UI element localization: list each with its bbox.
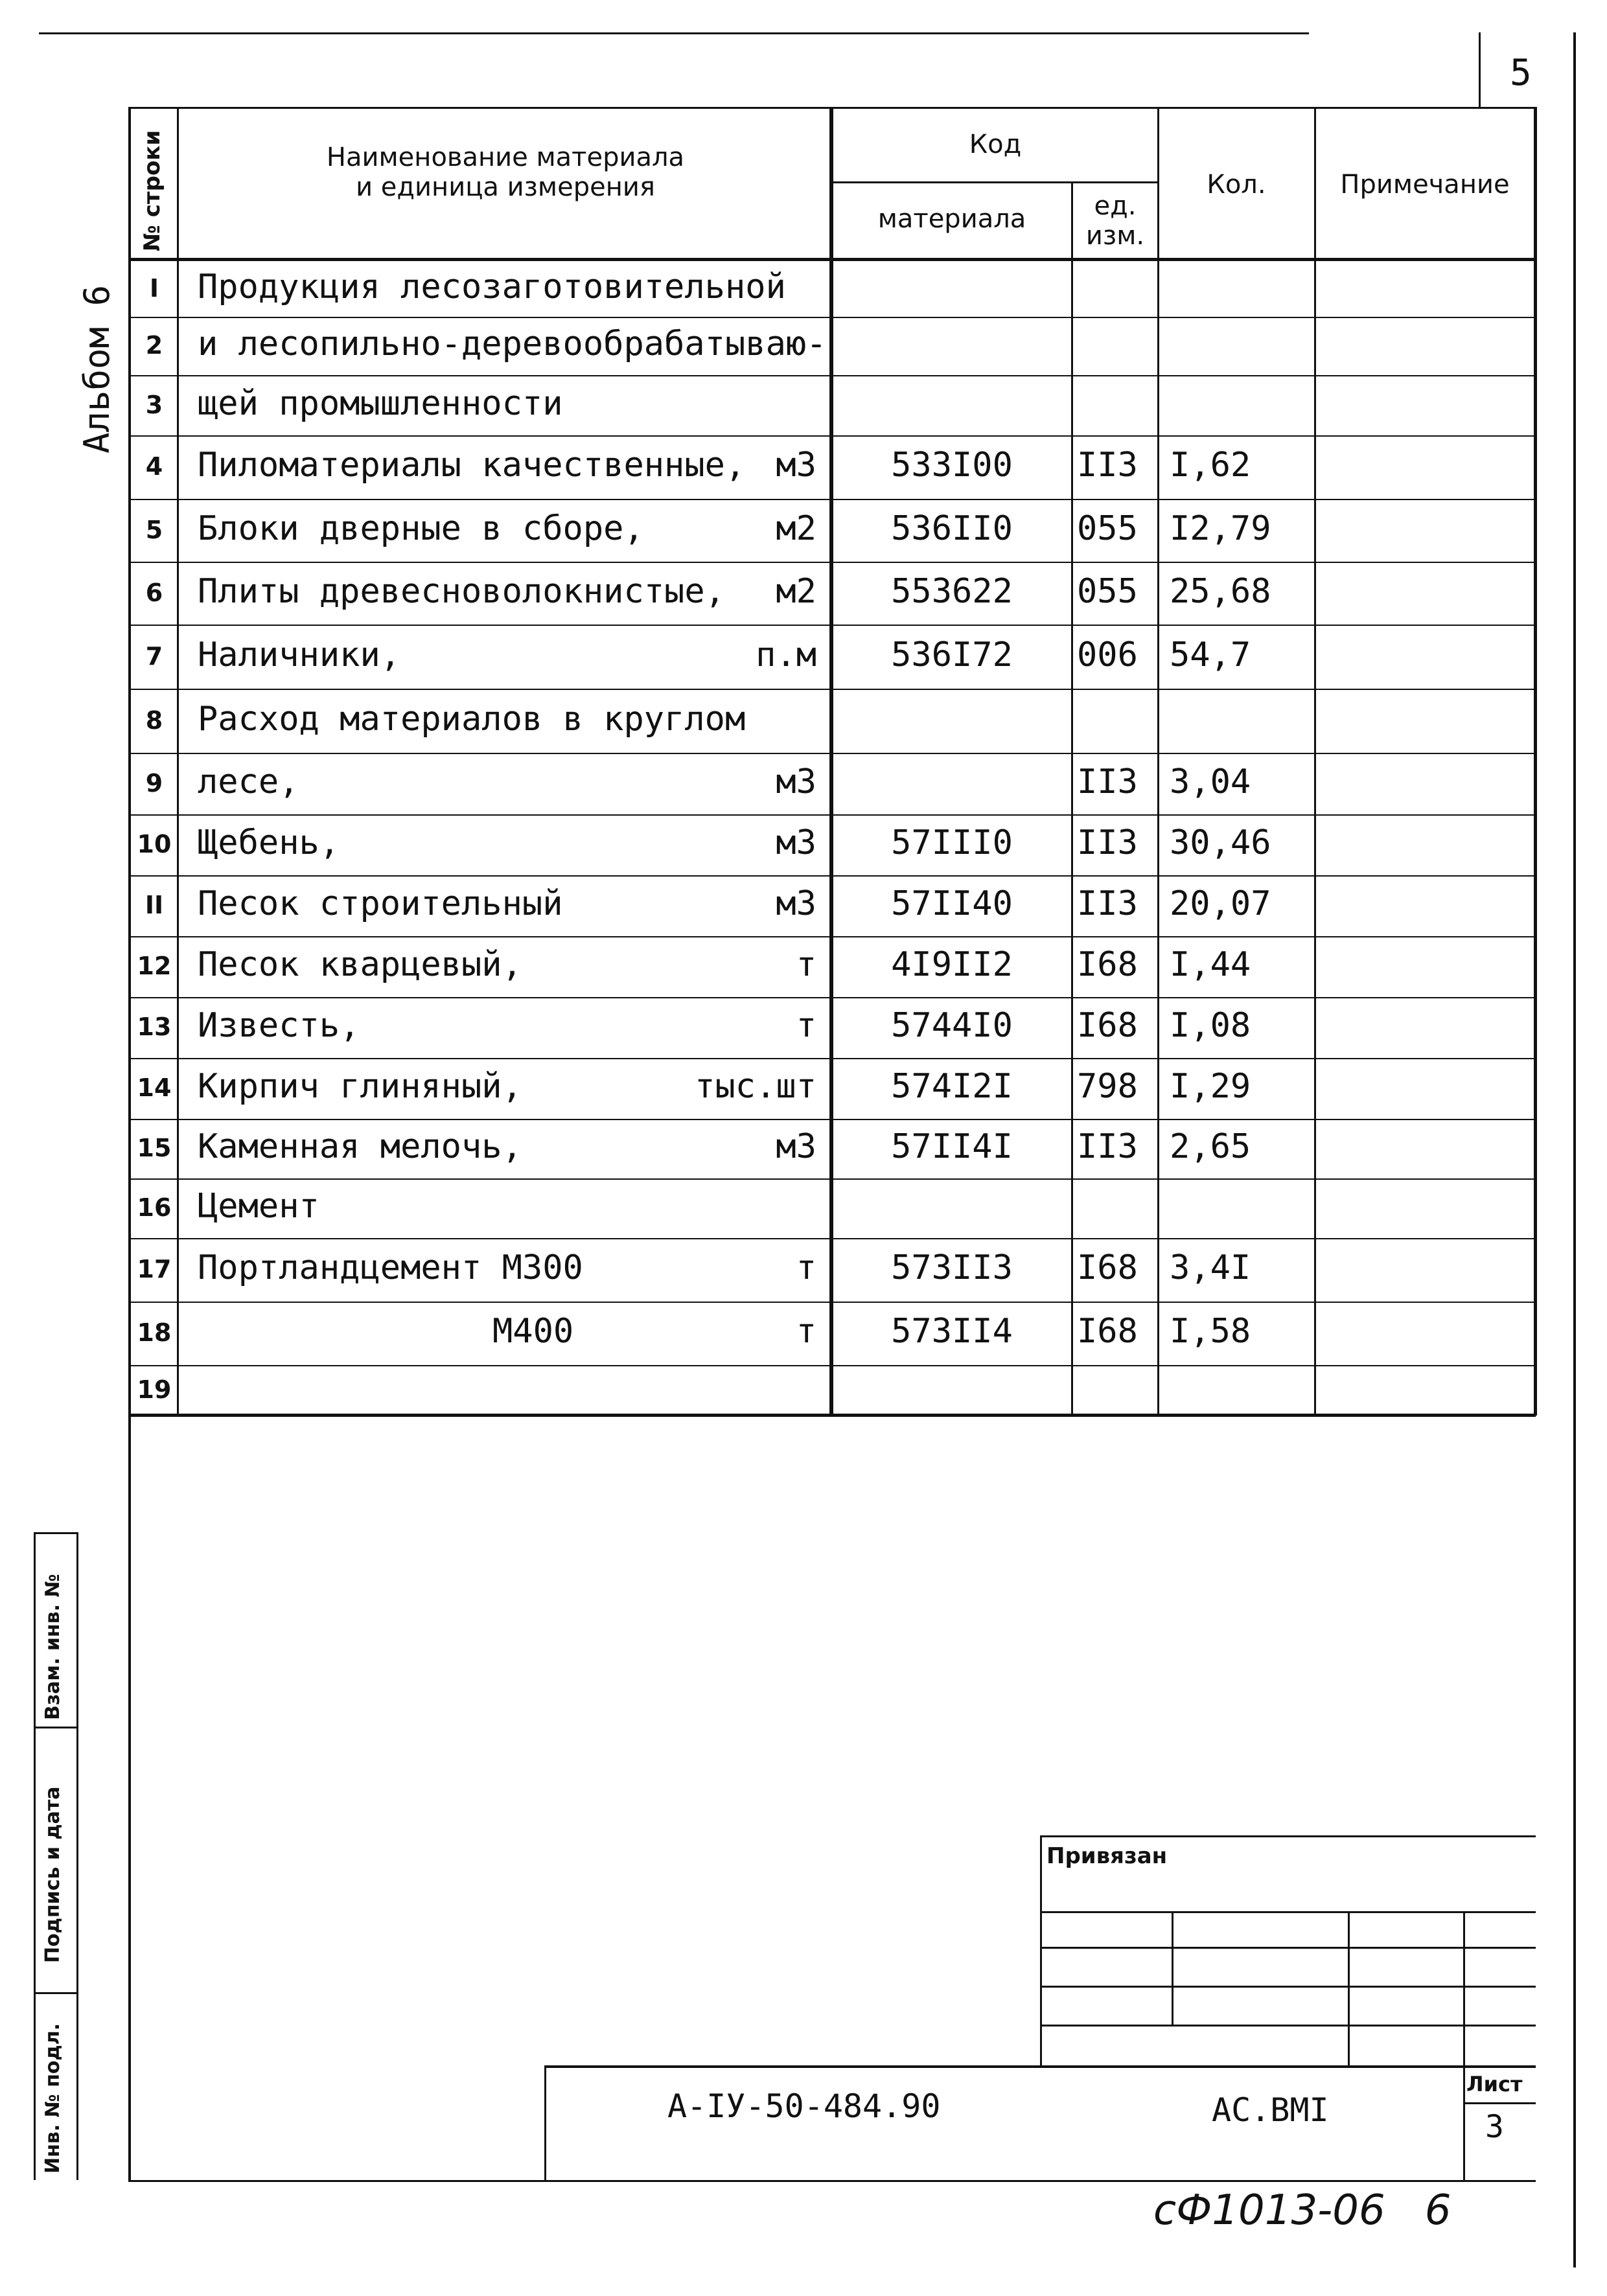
material-name: и лесопильно-деревообрабатываю- xyxy=(198,325,827,363)
row-separator xyxy=(128,753,1536,754)
unit-code: 055 xyxy=(1077,509,1138,548)
privyazan-label: Привязан xyxy=(1046,1843,1168,1869)
material-unit: м2 xyxy=(776,571,816,611)
row-number: 14 xyxy=(137,1073,172,1102)
unit-code: II3 xyxy=(1077,1127,1138,1166)
sheet-cell-divider xyxy=(1463,2102,1536,2104)
row-number: 18 xyxy=(137,1318,172,1347)
material-unit: т xyxy=(796,1312,816,1351)
privyazan-col3 xyxy=(1463,1911,1465,2065)
quantity: I2,79 xyxy=(1170,509,1271,548)
privyazan-col1 xyxy=(1172,1911,1173,2025)
header-row-number: № строки xyxy=(139,130,165,251)
unit-code: I68 xyxy=(1077,1006,1138,1045)
header-code: Код xyxy=(969,130,1022,159)
row-separator xyxy=(128,936,1536,937)
privyazan-col2 xyxy=(1348,1911,1350,2065)
bottom-frame-line xyxy=(128,2180,1536,2182)
material-unit: м3 xyxy=(776,884,816,923)
row-separator xyxy=(128,499,1536,500)
quantity: I,58 xyxy=(1170,1312,1251,1351)
row-number: 2 xyxy=(145,331,163,360)
signature-date-label: Подпись и дата xyxy=(41,1786,64,1963)
sheet-number: 3 xyxy=(1485,2109,1504,2145)
unit-code: II3 xyxy=(1077,884,1138,923)
material-code: 573II3 xyxy=(891,1248,1013,1287)
material-code: 57II4I xyxy=(891,1127,1013,1166)
privyazan-row4 xyxy=(1040,2025,1536,2026)
material-name: Расход материалов в круглом xyxy=(198,699,746,739)
row-number: II xyxy=(145,891,164,919)
side-stamp-top xyxy=(34,1532,76,1534)
material-code: 536II0 xyxy=(891,509,1013,548)
row-number: 10 xyxy=(137,830,172,858)
unit-code: I68 xyxy=(1077,1248,1138,1287)
material-name: Наличники, xyxy=(198,635,401,674)
material-name: лесе, xyxy=(198,762,299,801)
side-stamp-outer-left xyxy=(34,1532,36,2180)
material-name: Блоки дверные в сборе, xyxy=(198,509,644,548)
material-code: 573II4 xyxy=(891,1312,1013,1351)
quantity: 30,46 xyxy=(1170,823,1271,862)
unit-code: I68 xyxy=(1077,945,1138,984)
document-mark: АС.ВМI xyxy=(1212,2091,1329,2129)
row-number: 4 xyxy=(145,452,163,481)
quantity: I,08 xyxy=(1170,1006,1251,1045)
quantity: I,44 xyxy=(1170,945,1251,984)
quantity: 25,68 xyxy=(1170,571,1271,611)
row-number: I xyxy=(149,273,159,303)
material-code: 536I72 xyxy=(891,635,1013,674)
header-qty: Кол. xyxy=(1207,170,1266,200)
quantity: 54,7 xyxy=(1170,635,1251,674)
material-code: 574I2I xyxy=(891,1067,1013,1106)
row-separator xyxy=(128,1119,1536,1120)
code-subheader-line xyxy=(831,181,1159,183)
header-note: Примечание xyxy=(1340,170,1510,200)
title-block-left xyxy=(544,2065,546,2182)
row-separator xyxy=(128,814,1536,816)
quantity: 3,4I xyxy=(1170,1248,1251,1287)
material-code: 533I00 xyxy=(891,446,1013,485)
handwritten-note: сФ1013-06 6 xyxy=(1153,2187,1451,2234)
privyazan-top xyxy=(1040,1835,1536,1837)
unit-code: 055 xyxy=(1077,571,1138,611)
side-stamp-div1 xyxy=(34,1727,76,1728)
document-code: А-IУ-50-484.90 xyxy=(667,2087,941,2125)
material-unit: м3 xyxy=(776,1127,816,1166)
quantity: 2,65 xyxy=(1170,1127,1251,1166)
material-name: Щебень, xyxy=(198,823,340,862)
material-code: 553622 xyxy=(891,571,1013,611)
side-stamp-inner xyxy=(76,1532,78,2180)
row-separator xyxy=(128,1058,1536,1059)
unit-code: II3 xyxy=(1077,762,1138,801)
header-code-unit: ед. изм. xyxy=(1085,191,1145,251)
col-line-name xyxy=(829,107,833,1416)
row-separator xyxy=(128,1365,1536,1366)
unit-code: II3 xyxy=(1077,823,1138,862)
row-number: 12 xyxy=(137,952,172,980)
sheet-label: Лист xyxy=(1466,2072,1523,2096)
material-unit: м3 xyxy=(776,446,816,485)
quantity: I,29 xyxy=(1170,1067,1251,1106)
unit-code: I68 xyxy=(1077,1312,1138,1351)
privyazan-row3 xyxy=(1040,1986,1536,1988)
material-name: Портландцемент М300 xyxy=(198,1248,583,1287)
row-separator xyxy=(128,1302,1536,1303)
row-number: 6 xyxy=(145,578,163,607)
material-name: М400 xyxy=(492,1312,574,1351)
col-line-unit xyxy=(1157,107,1159,1416)
row-number: 19 xyxy=(137,1375,172,1404)
quantity: I,62 xyxy=(1170,446,1251,485)
row-number: 9 xyxy=(145,768,163,798)
row-number: 16 xyxy=(137,1193,172,1222)
side-stamp-div2 xyxy=(34,1992,76,1994)
row-number: 13 xyxy=(137,1013,172,1041)
privyazan-row1 xyxy=(1040,1911,1536,1913)
col-line-qty xyxy=(1314,107,1316,1416)
material-unit: п.м xyxy=(756,635,816,674)
material-unit: т xyxy=(796,1248,816,1287)
row-number: 3 xyxy=(145,390,163,419)
unit-code: 798 xyxy=(1077,1067,1138,1106)
row-separator xyxy=(128,435,1536,437)
row-separator xyxy=(128,562,1536,563)
row-number: 8 xyxy=(145,706,163,735)
material-name: щей промышленности xyxy=(198,384,563,423)
row-number: 5 xyxy=(145,515,163,544)
title-block-top xyxy=(544,2065,1536,2068)
header-code-material: материала xyxy=(877,204,1026,234)
row-separator xyxy=(128,625,1536,626)
page-number: 5 xyxy=(1510,52,1532,94)
row-separator xyxy=(128,875,1536,877)
row-separator xyxy=(128,317,1536,318)
material-unit: т xyxy=(796,945,816,984)
material-unit: м3 xyxy=(776,762,816,801)
material-name: Цемент xyxy=(198,1187,319,1226)
material-name: Песок кварцевый, xyxy=(198,945,522,984)
material-code: 5744I0 xyxy=(891,1006,1013,1045)
material-unit: тыс.шт xyxy=(695,1067,816,1106)
material-code: 57III0 xyxy=(891,823,1013,862)
row-separator xyxy=(128,997,1536,998)
material-name: Известь, xyxy=(198,1006,360,1045)
inv-original-label: Инв. № подл. xyxy=(41,2023,64,2174)
privyazan-left xyxy=(1040,1835,1042,2065)
material-code: 57II40 xyxy=(891,884,1013,923)
row-separator xyxy=(128,1238,1536,1239)
material-unit: т xyxy=(796,1006,816,1045)
row-number: 17 xyxy=(137,1255,172,1283)
material-name: Плиты древесноволокнистые, xyxy=(198,571,725,611)
quantity: 3,04 xyxy=(1170,762,1251,801)
sheet-cell-left xyxy=(1463,2065,1465,2182)
privyazan-row2 xyxy=(1040,1947,1536,1949)
unit-code: 006 xyxy=(1077,635,1138,674)
row-separator xyxy=(128,1178,1536,1180)
material-unit: м2 xyxy=(776,509,816,548)
material-unit: м3 xyxy=(776,823,816,862)
replace-inv-label: Взам. инв. № xyxy=(41,1574,64,1720)
row-number: 7 xyxy=(145,641,163,671)
row-separator xyxy=(128,375,1536,376)
unit-code: II3 xyxy=(1077,446,1138,485)
material-name: Пиломатериалы качественные, xyxy=(198,446,746,485)
album-label: Альбом 6 xyxy=(76,284,117,453)
material-name: Песок строительный xyxy=(198,884,563,923)
material-code: 4I9II2 xyxy=(891,945,1013,984)
table-right-border xyxy=(1534,107,1537,1416)
material-name: Кирпич глиняный, xyxy=(198,1067,522,1106)
material-name: Продукция лесозаготовительной xyxy=(198,267,786,306)
material-name: Каменная мелочь, xyxy=(198,1127,522,1166)
quantity: 20,07 xyxy=(1170,884,1271,923)
row-number: 15 xyxy=(137,1134,172,1162)
header-name: Наименование материала и единица измерения xyxy=(326,143,685,202)
row-separator xyxy=(128,689,1536,690)
